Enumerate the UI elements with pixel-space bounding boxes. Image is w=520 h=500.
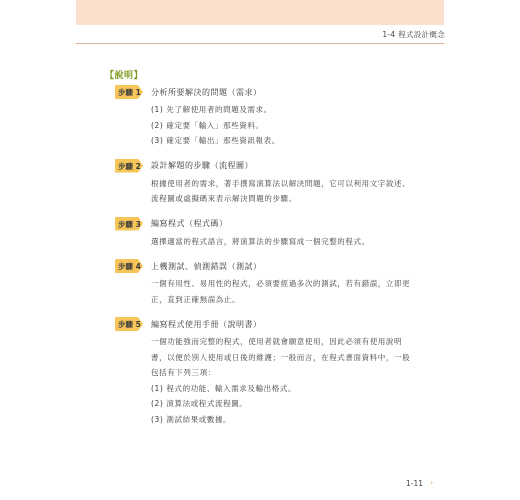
step-line: 正，直到正確無誤為止。 (151, 294, 241, 304)
step-line: (1) 程式的功能、輸入需求及輸出格式。 (151, 383, 297, 393)
step-title: 編寫程式（程式碼） (151, 219, 228, 228)
step-line: (2) 演算法或程式流程圖。 (151, 399, 248, 408)
step-line: 選擇適當的程式語言，將演算法的步驟寫成一個完整的程式。 (151, 236, 370, 246)
step-badge: 步驟 5 (115, 317, 143, 331)
header-divider (76, 43, 444, 44)
chevron-right-icon: › (430, 478, 434, 487)
step-line: 包括有下列三項： (151, 368, 216, 377)
step-3 (115, 216, 435, 250)
step-1 (115, 84, 435, 149)
step-line: 書，以便於別人使用或日後的維護；一般而言，在程式書面資料中，一般 (151, 352, 411, 362)
step-badge: 步驟 3 (115, 217, 143, 231)
step-title: 編寫程式使用手冊（說明書） (151, 319, 262, 329)
step-title: 分析所要解決的問題（需求） (151, 87, 262, 97)
step-badge: 步驟 4 (115, 259, 143, 273)
steps-list (115, 84, 435, 436)
step-line: 一個有用性、易用性的程式，必須要經過多次的測試，若有錯誤，立即更 (151, 279, 411, 288)
step-5 (115, 316, 435, 427)
step-line: (3) 確定要「輸出」那些資訊報表。 (151, 136, 280, 145)
step-line: 根據使用者的需求，著手撰寫演算法以解決問題，它可以利用文字敘述、 (151, 178, 411, 188)
step-title: 上機測試、偵測錯誤（測試） (151, 261, 262, 271)
chapter-header: 1-4 程式設計概念 (382, 30, 445, 39)
top-color-band (76, 0, 444, 25)
step-title: 設計解題的步驟（流程圖） (151, 161, 253, 170)
step-badge: 步驟 2 (115, 159, 143, 173)
step-line: 流程圖或虛擬碼來表示解決問題的步驟。 (151, 194, 297, 203)
step-line: (1) 先了解使用者的問題及需求。 (151, 105, 272, 114)
section-label: 【說明】 (105, 71, 144, 81)
step-badge: 步驟 1 (115, 85, 143, 99)
step-line: (2) 確定要「輸入」那些資料。 (151, 120, 264, 130)
step-line: 一個功能強而完整的程式，使用者就會願意使用，因此必須有使用說明 (151, 337, 403, 346)
step-2 (115, 158, 435, 207)
page-number: 1-11 (406, 479, 424, 488)
step-line: (3) 測試結果或數據。 (151, 414, 232, 424)
step-4 (115, 258, 435, 307)
